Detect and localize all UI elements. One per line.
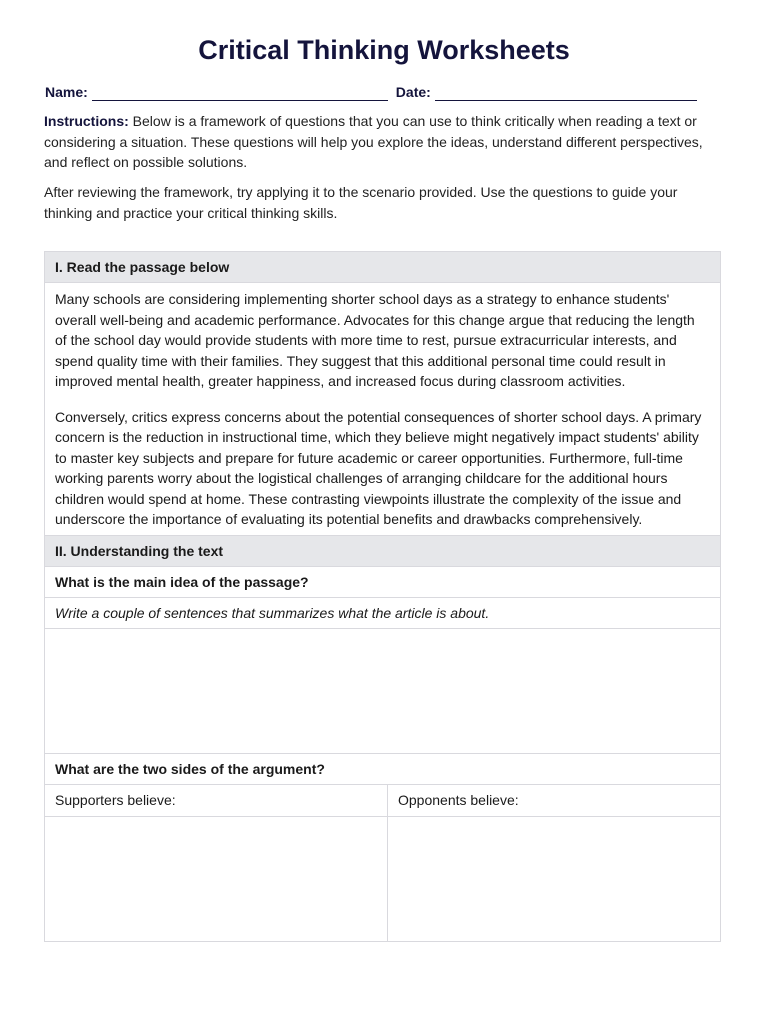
date-label: Date: [395,84,431,100]
question-two-sides: What are the two sides of the argument? [45,753,721,784]
section-2-heading: II. Understanding the text [45,535,721,566]
opponents-answer-box[interactable] [388,816,721,941]
section-1-heading: I. Read the passage below [45,252,721,283]
instructions-text: Below is a framework of questions that you can use to think critically when reading a text or considering a situation. These questions will help you explore the ideas, understand different perspectives, and reflect on possible solutions. [44,113,703,170]
page-title: Critical Thinking Worksheets [198,35,570,65]
name-field-line[interactable] [92,87,388,101]
worksheet-table [44,251,721,942]
name-label: Name: [45,84,88,100]
passage-paragraph-1: Many schools are considering implementing shorter school days as a strategy to enhance students' overall well-being and academic performance. Advocates for this change argue that reducing the length of the school day would provide students with more time to rest, pursue extracurricular interests, and spend quality time with their families. They suggest that this additional personal time could result in improved mental health, greater happiness, and increased focus during classroom activities. [55,291,695,389]
supporters-answer-box[interactable] [45,816,388,941]
supporters-label: Supporters believe: [45,784,388,816]
instructions-paragraph [44,111,724,173]
main-idea-prompt: Write a couple of sentences that summarizes what the article is about. [45,597,721,628]
passage-paragraph-2: Conversely, critics express concerns about the potential consequences of shorter school days. A primary concern is the reduction in instructional time, which they believe might negatively impact students' ability to master key subjects and prepare for future academic or career opportunities. Furthermore, full-time working parents worry about the logistical challenges of arranging childcare for the additional hours children would spend at home. These contrasting viewpoints illustrate the complexity of the issue and underscore the importance of evaluating its potential benefits and drawbacks comprehensively. [55,408,702,527]
passage-cell [45,283,721,536]
opponents-label: Opponents believe: [388,784,721,816]
name-date-row [45,84,725,101]
instructions-label: Instructions: [44,113,129,129]
question-main-idea: What is the main idea of the passage? [45,566,721,597]
instructions-paragraph-2: After reviewing the framework, try applying it to the scenario provided. Use the questions to guide your thinking and practice your critical thinking skills. [44,184,678,221]
main-idea-answer-box[interactable] [45,628,721,753]
date-field-line[interactable] [435,87,697,101]
